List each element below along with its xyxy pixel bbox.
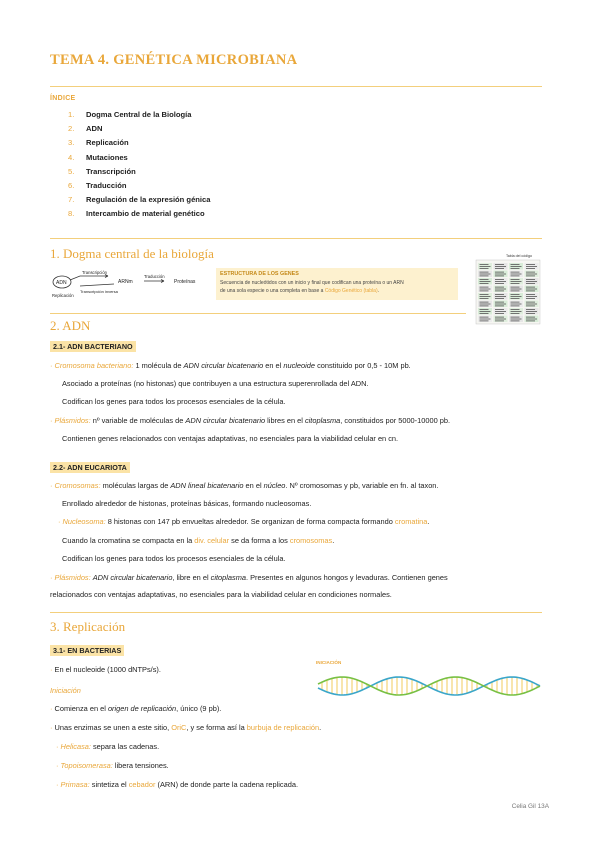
diagram-adn-label: ADN — [56, 280, 67, 286]
diagram-traduccion-label: Traducción — [144, 274, 165, 279]
codon-text-line — [511, 302, 520, 303]
codon-text-line — [480, 272, 489, 273]
section-heading-adn: 2. ADN — [50, 318, 91, 333]
codon-text-line — [480, 276, 489, 277]
codon-text-line — [511, 276, 520, 277]
gene-structure-line: de una sola especie o una completa en base a Código Genético (tabla). — [220, 288, 380, 294]
codon-text-line — [480, 296, 491, 297]
codon-text-line — [511, 309, 520, 310]
codon-text-line — [480, 309, 489, 310]
index-divider — [50, 238, 542, 239]
codon-text-line — [511, 294, 520, 295]
codon-text-line — [526, 304, 537, 305]
codon-text-line — [526, 266, 537, 267]
codon-text-line — [495, 319, 506, 320]
toc-item[interactable]: 5. Transcripción — [68, 166, 136, 176]
text-line: · Topoisomerasa: libera tensiones. — [56, 761, 169, 770]
codon-text-line — [480, 287, 489, 288]
gene-structure-line: Secuencia de nucleótidos con un inicio y final que codifican una proteína o un ARN — [220, 280, 404, 286]
codon-text-line — [495, 317, 504, 318]
codon-text-line — [495, 321, 504, 322]
codon-text-line — [511, 287, 520, 288]
codon-text-line — [480, 306, 489, 307]
codon-text-line — [526, 287, 535, 288]
gene-structure-title: ESTRUCTURA DE LOS GENES — [220, 271, 299, 277]
codon-text-line — [495, 287, 504, 288]
codon-text-line — [495, 304, 506, 305]
codon-text-line — [495, 291, 504, 292]
codon-text-line — [480, 283, 489, 284]
codon-text-line — [511, 264, 520, 265]
codon-text-line — [526, 319, 537, 320]
text-line: Cuando la cromatina se compacta en la div. celular se da forma a los cromosomas. — [62, 536, 335, 545]
codon-text-line — [526, 283, 535, 284]
genetic-code-grid — [472, 254, 544, 326]
toc-item[interactable]: 4. Mutaciones — [68, 152, 128, 162]
codon-text-line — [526, 302, 535, 303]
subsection-en-bacterias: 3.1- EN BACTERIAS — [50, 645, 124, 656]
codon-text-line — [480, 321, 489, 322]
codon-text-line — [511, 266, 522, 267]
central-dogma-diagram — [50, 268, 210, 300]
codon-text-line — [495, 289, 506, 290]
codon-text-line — [526, 268, 535, 269]
toc-item[interactable]: 8. Intercambio de material genético — [68, 209, 205, 219]
codon-text-line — [511, 272, 520, 273]
gene-structure-box — [216, 268, 458, 300]
codon-text-line — [495, 272, 504, 273]
text-line: Asociado a proteínas (no histonas) que contribuyen a una estructura superenrollada del ADN. — [62, 379, 369, 388]
text-line: · Unas enzimas se unen a este sitio, OriC, y se forma así la burbuja de replicación. — [50, 723, 322, 732]
text-line: · Cromosomas: moléculas largas de ADN lineal bicatenario en el núcleo. Nº cromosomas y pb, variable en fn. al taxon. — [50, 481, 439, 490]
codon-text-line — [480, 319, 491, 320]
text-line: · Plásmidos: nº variable de moléculas de ADN circular bicatenario libres en el citoplasma, constituidos por 5000-10000 pb. — [50, 416, 451, 425]
codon-text-line — [526, 294, 535, 295]
genetic-code-table-title: Tabla del código — [506, 254, 532, 258]
codon-text-line — [526, 313, 535, 314]
index-label: ÍNDICE — [50, 95, 76, 102]
codon-text-line — [526, 298, 535, 299]
text-line: · Primasa: sintetiza el cebador (ARN) de donde parte la cadena replicada. — [56, 780, 299, 789]
codon-text-line — [495, 266, 506, 267]
section1-divider — [50, 313, 466, 314]
codon-text-line — [526, 274, 537, 275]
codon-text-line — [480, 268, 489, 269]
codon-text-line — [526, 281, 537, 282]
dna-helix-drawing — [314, 658, 544, 708]
text-line: · Nucleosoma: 8 histonas con 147 pb envueltas alrededor. Se organizan de forma compacta formando cromatina. — [58, 517, 430, 526]
codon-text-line — [495, 311, 506, 312]
text-line: · Plásmidos: ADN circular bicatenario, libre en el citoplasma. Presentes en algunos hongos y levaduras. Contienen genes — [50, 573, 448, 582]
diagram-transcripcion-inversa-label: Transcripción inversa — [80, 289, 118, 294]
codon-text-line — [495, 302, 504, 303]
codon-text-line — [511, 319, 522, 320]
title-divider — [50, 86, 542, 87]
table-of-contents — [68, 108, 211, 222]
codon-text-line — [526, 279, 535, 280]
codon-text-line — [511, 317, 520, 318]
codon-text-line — [526, 272, 535, 273]
reverse-transcription-arrow — [80, 284, 114, 286]
codon-text-line — [495, 294, 504, 295]
section-heading-dogma: 1. Dogma central de la biología — [50, 246, 214, 261]
codon-text-line — [511, 296, 522, 297]
document-title: TEMA 4. GENÉTICA MICROBIANA — [50, 52, 298, 68]
diagram-replicacion-label: Replicación — [52, 293, 74, 298]
text-line: relacionados con ventajas adaptativas, no esenciales para la viabilidad celular en condiciones normales. — [50, 590, 392, 599]
text-line: Contienen genes relacionados con ventajas adaptativas, no esenciales para la viabilidad celular en cn. — [62, 434, 399, 443]
codon-text-line — [495, 298, 504, 299]
codon-text-line — [495, 279, 504, 280]
codon-text-line — [526, 309, 535, 310]
codon-text-line — [495, 306, 504, 307]
codon-text-line — [526, 289, 537, 290]
codon-text-line — [511, 274, 522, 275]
text-line: · Comienza en el origen de replicación, único (9 pb). — [50, 704, 222, 713]
iniciacion-label: Iniciación — [50, 686, 81, 695]
codon-text-line — [495, 268, 504, 269]
codon-text-line — [480, 289, 491, 290]
codon-text-line — [495, 296, 506, 297]
codon-text-line — [480, 304, 491, 305]
codon-text-line — [480, 291, 489, 292]
codon-text-line — [495, 276, 504, 277]
codon-text-line — [495, 309, 504, 310]
codon-text-line — [480, 264, 489, 265]
codon-text-line — [480, 311, 491, 312]
codon-text-line — [511, 311, 522, 312]
codon-text-line — [480, 266, 491, 267]
codon-text-line — [526, 276, 535, 277]
dna-image-title: INICIACIÓN — [316, 660, 342, 665]
codon-text-line — [480, 298, 489, 299]
codon-text-line — [495, 274, 506, 275]
toc-item[interactable]: 7. Regulación de la expresión génica — [68, 195, 211, 205]
codon-text-line — [511, 321, 520, 322]
codon-text-line — [511, 281, 522, 282]
codon-text-line — [511, 289, 522, 290]
codon-text-line — [526, 317, 535, 318]
section2-divider — [50, 612, 542, 613]
codon-text-line — [511, 268, 520, 269]
codon-text-line — [480, 317, 489, 318]
codon-text-line — [511, 306, 520, 307]
codon-text-line — [511, 283, 520, 284]
codon-text-line — [526, 296, 537, 297]
codon-text-line — [526, 306, 535, 307]
codon-text-line — [495, 283, 504, 284]
codon-text-line — [526, 264, 535, 265]
codon-text-line — [480, 313, 489, 314]
diagram-transcripcion-label: Transcripción — [82, 270, 107, 275]
text-line: Enrollado alrededor de histonas, proteínas básicas, formando nucleosomas. — [62, 499, 312, 508]
codon-text-line — [526, 321, 535, 322]
subsection-adn-eucariota: 2.2- ADN EUCARIOTA — [50, 462, 130, 473]
codon-text-line — [511, 291, 520, 292]
codon-text-line — [495, 313, 504, 314]
subsection-adn-bacteriano: 2.1- ADN BACTERIANO — [50, 341, 136, 352]
codon-text-line — [495, 281, 506, 282]
text-line: · Helicasa: separa las cadenas. — [56, 742, 160, 751]
toc-item[interactable]: 3. Replicación — [68, 138, 129, 148]
codon-text-line — [480, 274, 491, 275]
codon-text-line — [480, 279, 489, 280]
toc-item[interactable]: 2. ADN — [68, 124, 103, 134]
codon-text-line — [495, 264, 504, 265]
codon-text-line — [511, 304, 522, 305]
codon-text-line — [526, 291, 535, 292]
codon-text-line — [511, 298, 520, 299]
text-line: · En el nucleoide (1000 dNTPs/s). — [50, 665, 161, 674]
codon-text-line — [511, 313, 520, 314]
text-line: Codifican los genes para todos los procesos esenciales de la célula. — [62, 554, 286, 563]
toc-item[interactable]: 6. Traducción — [68, 180, 127, 190]
codon-text-line — [480, 302, 489, 303]
codon-text-line — [526, 311, 537, 312]
dna-replication-image — [314, 658, 544, 708]
section-heading-replicacion: 3. Replicación — [50, 619, 126, 634]
diagram-arnm-label: ARNm — [118, 279, 133, 285]
codon-text-line — [480, 294, 489, 295]
text-line: · Cromosoma bacteriano: 1 molécula de ADN circular bicatenario en el nucleoide constituido por 0,5 - 10M pb. — [50, 361, 411, 370]
toc-item[interactable]: 1. Dogma Central de la Biología — [68, 110, 192, 119]
footer-author: Celia Gil 13A — [511, 803, 549, 810]
text-line: Codifican los genes para todos los procesos esenciales de la célula. — [62, 397, 286, 406]
genetic-code-table-image — [472, 254, 544, 326]
codon-text-line — [480, 281, 491, 282]
codon-text-line — [511, 279, 520, 280]
transcription-arrow — [70, 276, 108, 280]
diagram-proteinas-label: Proteínas — [174, 279, 196, 285]
